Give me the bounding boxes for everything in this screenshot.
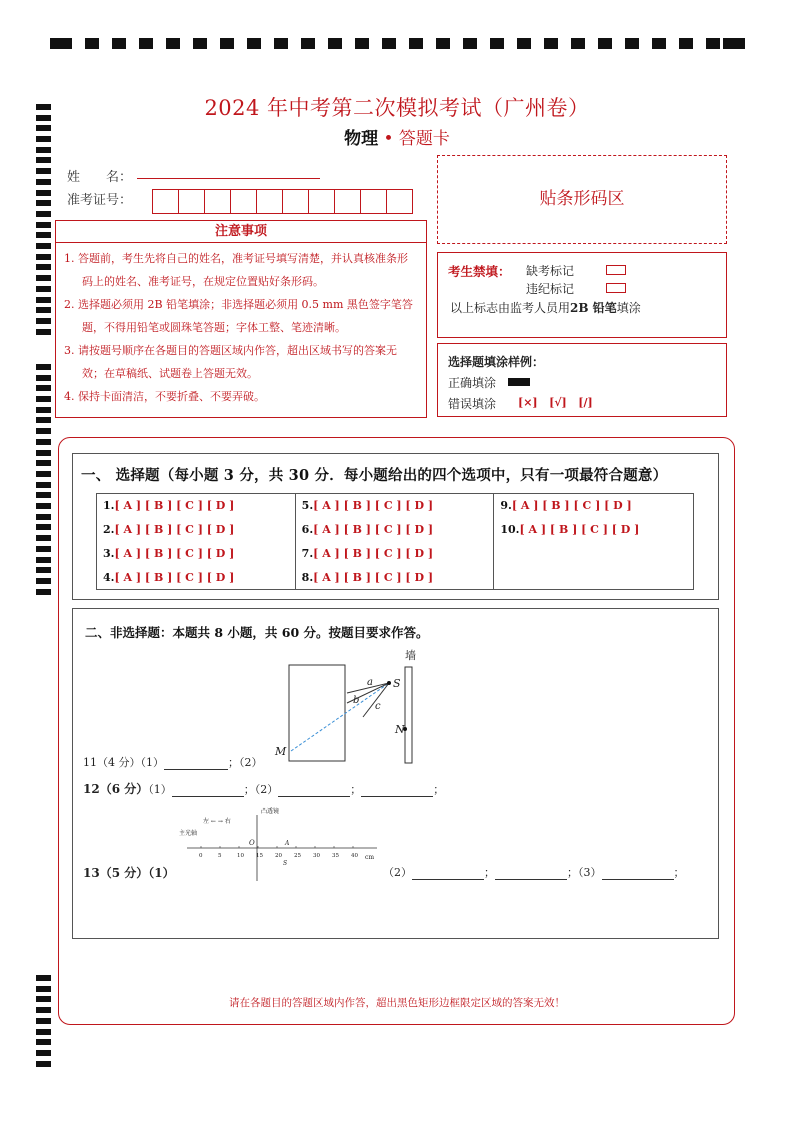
q13-label: 13（5 分）（1） [83,866,175,880]
a-point-label: A [285,840,290,847]
examiner-only-box [437,252,727,338]
section-free-response [72,608,719,939]
axis-tick-label: 15 [256,853,263,859]
q12-blank-3[interactable] [361,784,433,797]
section-free-response-heading: 二、非选择题：本题共 8 小题，共 60 分。按题目要求作答。 [85,625,429,640]
choice-row[interactable]: 6.[ A ] [ B ] [ C ] [ D ] [301,523,434,536]
q11-sep: ；（2） [228,756,263,769]
lens-label: 凸透镜 [261,808,280,815]
subtitle-dot: • [383,129,394,149]
page-title: 2024 年中考第二次模拟考试（广州卷） [204,96,590,120]
choice-row[interactable]: 4.[ A ] [ B ] [ C ] [ D ] [103,571,235,584]
q12-line: 12（6 分）（1） ；（2） ； ； [83,782,445,796]
choice-row[interactable]: 8.[ A ] [ B ] [ C ] [ D ] [301,571,434,584]
card-label: 答题卡 [398,129,450,149]
axis-tick-label: 10 [237,853,244,859]
wrong-fill-label: 错误填涂 [448,397,497,411]
q11-label: 11（4 分）（1） [83,756,164,769]
name-field[interactable] [137,178,320,179]
dashed-ray [291,683,389,751]
choice-column [97,494,296,589]
forbid-label: 考生禁填： [448,264,511,279]
choice-grid [96,493,694,590]
axis-tick-label: 20 [275,853,282,859]
choice-row[interactable]: 9.[ A ] [ B ] [ C ] [ D ] [500,499,632,512]
direction-label: 左 ← → 右 [203,818,231,825]
sample-heading: 选择题填涂样例： [448,355,545,369]
o-label: O [249,839,255,847]
correct-fill-label: 正确填涂 [448,376,497,390]
notice-heading: 注意事项 [56,221,426,243]
axis-tick-label: 25 [294,853,301,859]
wrong-fill-samples: [×] [√] [/] [518,396,593,409]
section-choice-heading: 一、 选择题（每小题 3 分，共 30 分．每小题给出的四个选项中，只有一项最符合题意） [81,467,668,484]
q12-blank-1[interactable] [172,784,244,797]
choice-row[interactable]: 2.[ A ] [ B ] [ C ] [ D ] [103,523,235,536]
unit-label: cm [365,854,375,861]
q12-label: 12（6 分） [83,782,149,796]
figure-q11 [269,647,429,767]
forbid-note: 以上标志由监考人员用2B 铅笔填涂 [450,301,641,315]
q11-line [83,754,263,770]
fill-sample-box [437,343,727,417]
axis-label: 主光轴 [179,830,198,837]
wall [405,667,412,763]
choice-row[interactable]: 7.[ A ] [ B ] [ C ] [ D ] [301,547,434,560]
notice-item: 3. 请按题号顺序在各题目的答题区域内作答，超出区域书写的答案无效；在草稿纸、试题卷上答题无效。 [64,344,397,380]
subject-label: 物理 [344,129,379,149]
s-label: S [393,677,401,690]
q11-blank-1[interactable] [164,757,228,770]
page-subtitle [0,124,794,149]
choice-row[interactable]: 1.[ A ] [ B ] [ C ] [ D ] [103,499,235,512]
absent-label: 缺考标记 [526,264,575,278]
axis-tick-label: 30 [313,853,320,859]
notice-item: 4. 保持卡面清洁，不要折叠、不要弄破。 [64,390,265,403]
choice-column [494,494,693,589]
choice-column [296,494,495,589]
wall-label: 墙 [405,649,416,662]
point-s [387,681,391,685]
top-timing-marks [50,38,745,51]
q13-blank-3[interactable] [495,867,567,880]
exam-id-label: 准考证号： [67,193,133,208]
notice-item: 1. 答题前，考生先将自己的姓名，准考证号填写清楚，并认真核准条形码上的姓名、准考证号，在规定位置贴好条形码。 [64,252,408,288]
q13-line: （2） ； ；（3） ； [383,866,685,879]
q13-label-line [83,864,175,881]
notice-box [55,220,427,418]
q12-blank-2[interactable] [278,784,350,797]
exam-id-boxes[interactable] [152,189,413,214]
axis-tick-label: 0 [199,853,203,859]
barcode-area: 贴条形码区 [437,155,727,244]
section-choice [72,453,719,600]
name-label: 姓 名： [67,170,133,185]
notice-item: 2. 选择题必须用 2B 铅笔填涂；非选择题必须用 0.5 mm 黑色签字笔答题，不得用铅笔或圆珠笔答题；字体工整、笔迹清晰。 [64,298,413,334]
choice-row[interactable]: 5.[ A ] [ B ] [ C ] [ D ] [301,499,434,512]
choice-row[interactable]: 10.[ A ] [ B ] [ C ] [ D ] [500,523,640,536]
axis-tick-label: 5 [218,853,222,859]
s-point-label: S [283,860,288,867]
n-label: N [395,723,405,736]
footer-warning: 请在各题目的答题区域内作答，超出黑色矩形边框限定区域的答案无效！ [229,997,565,1009]
c-label: c [375,701,381,712]
a-label: a [367,677,373,688]
q13-blank-2[interactable] [412,867,484,880]
axis-tick-label: 35 [332,853,339,859]
axis-tick-label: 40 [351,853,358,859]
b-label: b [353,695,360,706]
choice-row[interactable]: 3.[ A ] [ B ] [ C ] [ D ] [103,547,235,560]
q13-blank-4[interactable] [602,867,674,880]
figure-q13 [177,805,387,885]
absent-mark-box[interactable] [606,265,626,275]
correct-fill-sample [508,378,530,386]
violation-mark-box[interactable] [606,283,626,293]
violation-label: 违纪标记 [526,282,575,296]
m-label: M [275,745,287,758]
